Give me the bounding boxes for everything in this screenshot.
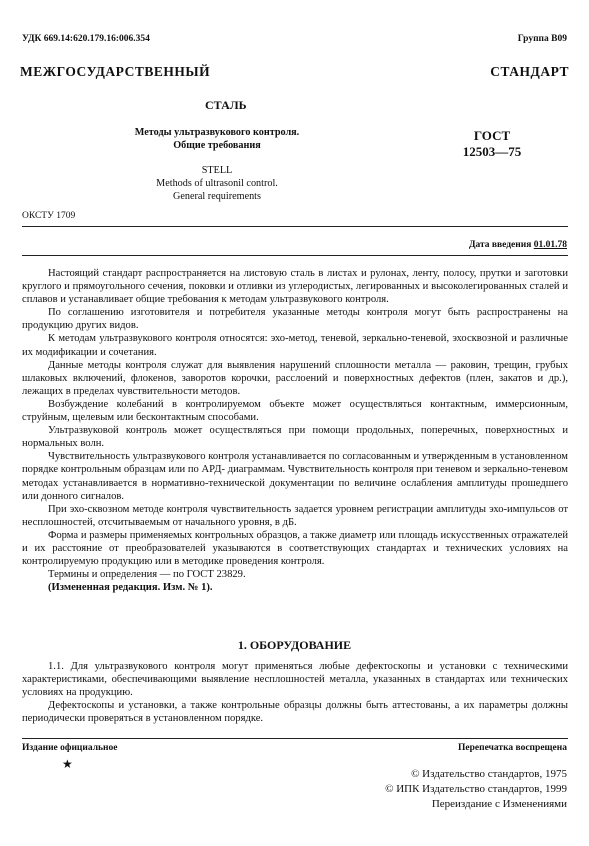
- okstu-code: ОКСТУ 1709: [22, 211, 76, 221]
- paragraph: Настоящий стандарт распространяется на листовую сталь в листах и рулонах, ленту, полосу, прутки и заготовки круглого и прямоугольного сечения, поковки и отливки из углеродистых, легированных и высоколегированных сталей и сплавов и устанавливает общие требования к методам ультразвукового контроля.: [22, 268, 568, 306]
- title-sub-ru-1: Методы ультразвукового контроля.: [134, 127, 300, 138]
- paragraph: Чувствительность ультразвукового контроля устанавливается по согласованным и утвержденным в установленном порядке контрольным образцам или по АРД- диаграммам. Чувствительность контроля при теневом и зеркально-теневом методах устанавливается в нормативно-технической документации по величине ослабления амплитуды прошедшего или донного сигналов.: [22, 451, 568, 502]
- title-en-3: General requirements: [173, 191, 261, 202]
- paragraph: Возбуждение колебаний в контролируемом объекте может осуществляться контактным, иммерсионным, струйным, щелевым или бесконтактным способами.: [22, 398, 568, 424]
- amendment-note: (Измененная редакция. Изм. № 1).: [48, 582, 213, 594]
- paragraph: Ультразвуковой контроль может осуществляться при помощи продольных, поперечных, поверхностных и нормальных волн.: [22, 425, 568, 450]
- paragraph: При эхо-сквозном методе контроля чувствительность задается уровнем регистрации амплитуды эхо-импульсов от несплошностей, отсчитываемым от начального уровня, в дБ.: [22, 503, 568, 528]
- copyright-1: © Издательство стандартов, 1975: [411, 768, 567, 780]
- body-text: [22, 267, 568, 594]
- intro-date-label: Дата введения: [468, 240, 532, 250]
- udk-code: УДК 669.14:620.179.16:006.354: [22, 34, 150, 44]
- reissue-note: Переиздание с Изменениями: [431, 798, 567, 810]
- paragraph: Дефектоскопы и установки, а также контрольные образцы должны быть аттестованы, а их параметры должны периодически проверяться в установленном порядке.: [22, 700, 568, 725]
- banner: МЕЖГОСУДАРСТВЕННЫЙ СТАНДАРТ: [20, 64, 569, 79]
- official-edition: Издание официальное: [22, 743, 118, 753]
- paragraph: По соглашению изготовителя и потребителя указанные методы контроля могут быть распространены на продукцию других видов.: [22, 307, 568, 332]
- reprint-prohibited: Перепечатка воспрещена: [457, 743, 567, 753]
- gost-number: 12503—75: [462, 144, 522, 159]
- title-en-2: Methods of ultrasonil control.: [156, 178, 278, 189]
- intro-date-value: 01.01.78: [533, 240, 567, 250]
- paragraph: Данные методы контроля служат для выявления нарушений сплошности металла — раковин, трещин, грубых шлаковых включений, флокенов, заворотов корочки, расслоений и поверхностных дефектов (плен, закатов и др.), лежащих в пределах чувствительности методов.: [22, 359, 568, 397]
- group-code: Группа В09: [517, 34, 567, 44]
- star-icon: ★: [62, 757, 73, 771]
- divider-top: [22, 226, 568, 227]
- paragraph: 1.1. Для ультразвукового контроля могут применяться любые дефектоскопы и установки с техническими характеристиками, обеспечивающими выявление несплошностей металла, указанных в стандартах или технических условиях на продукцию.: [22, 661, 568, 699]
- paragraph: К методам ультразвукового контроля относятся: эхо-метод, теневой, зеркально-теневой, эхосквозной и различные их модификации и сочетания.: [22, 333, 568, 358]
- section-body: [22, 660, 568, 725]
- divider-footer: [22, 738, 568, 739]
- title-sub-ru-2: Общие требования: [173, 140, 261, 151]
- section-heading: 1. ОБОРУДОВАНИЕ: [237, 638, 352, 652]
- paragraph: Термины и определения — по ГОСТ 23829.: [48, 569, 246, 581]
- intro-date: [469, 240, 567, 250]
- paragraph: Форма и размеры применяемых контрольных образцов, а также диаметр или площадь искусственных отражателей и их расстояние от преобразователей указываются в соответствующих стандартах и технических условиях на контролируемую продукцию или в методике проведения контроля.: [22, 529, 568, 568]
- doc-title: СТАЛЬ: [205, 98, 247, 112]
- title-en-1: STELL: [201, 165, 233, 176]
- gost-label: ГОСТ: [473, 128, 511, 143]
- copyright-2: © ИПК Издательство стандартов, 1999: [385, 783, 567, 795]
- divider-date: [22, 255, 568, 256]
